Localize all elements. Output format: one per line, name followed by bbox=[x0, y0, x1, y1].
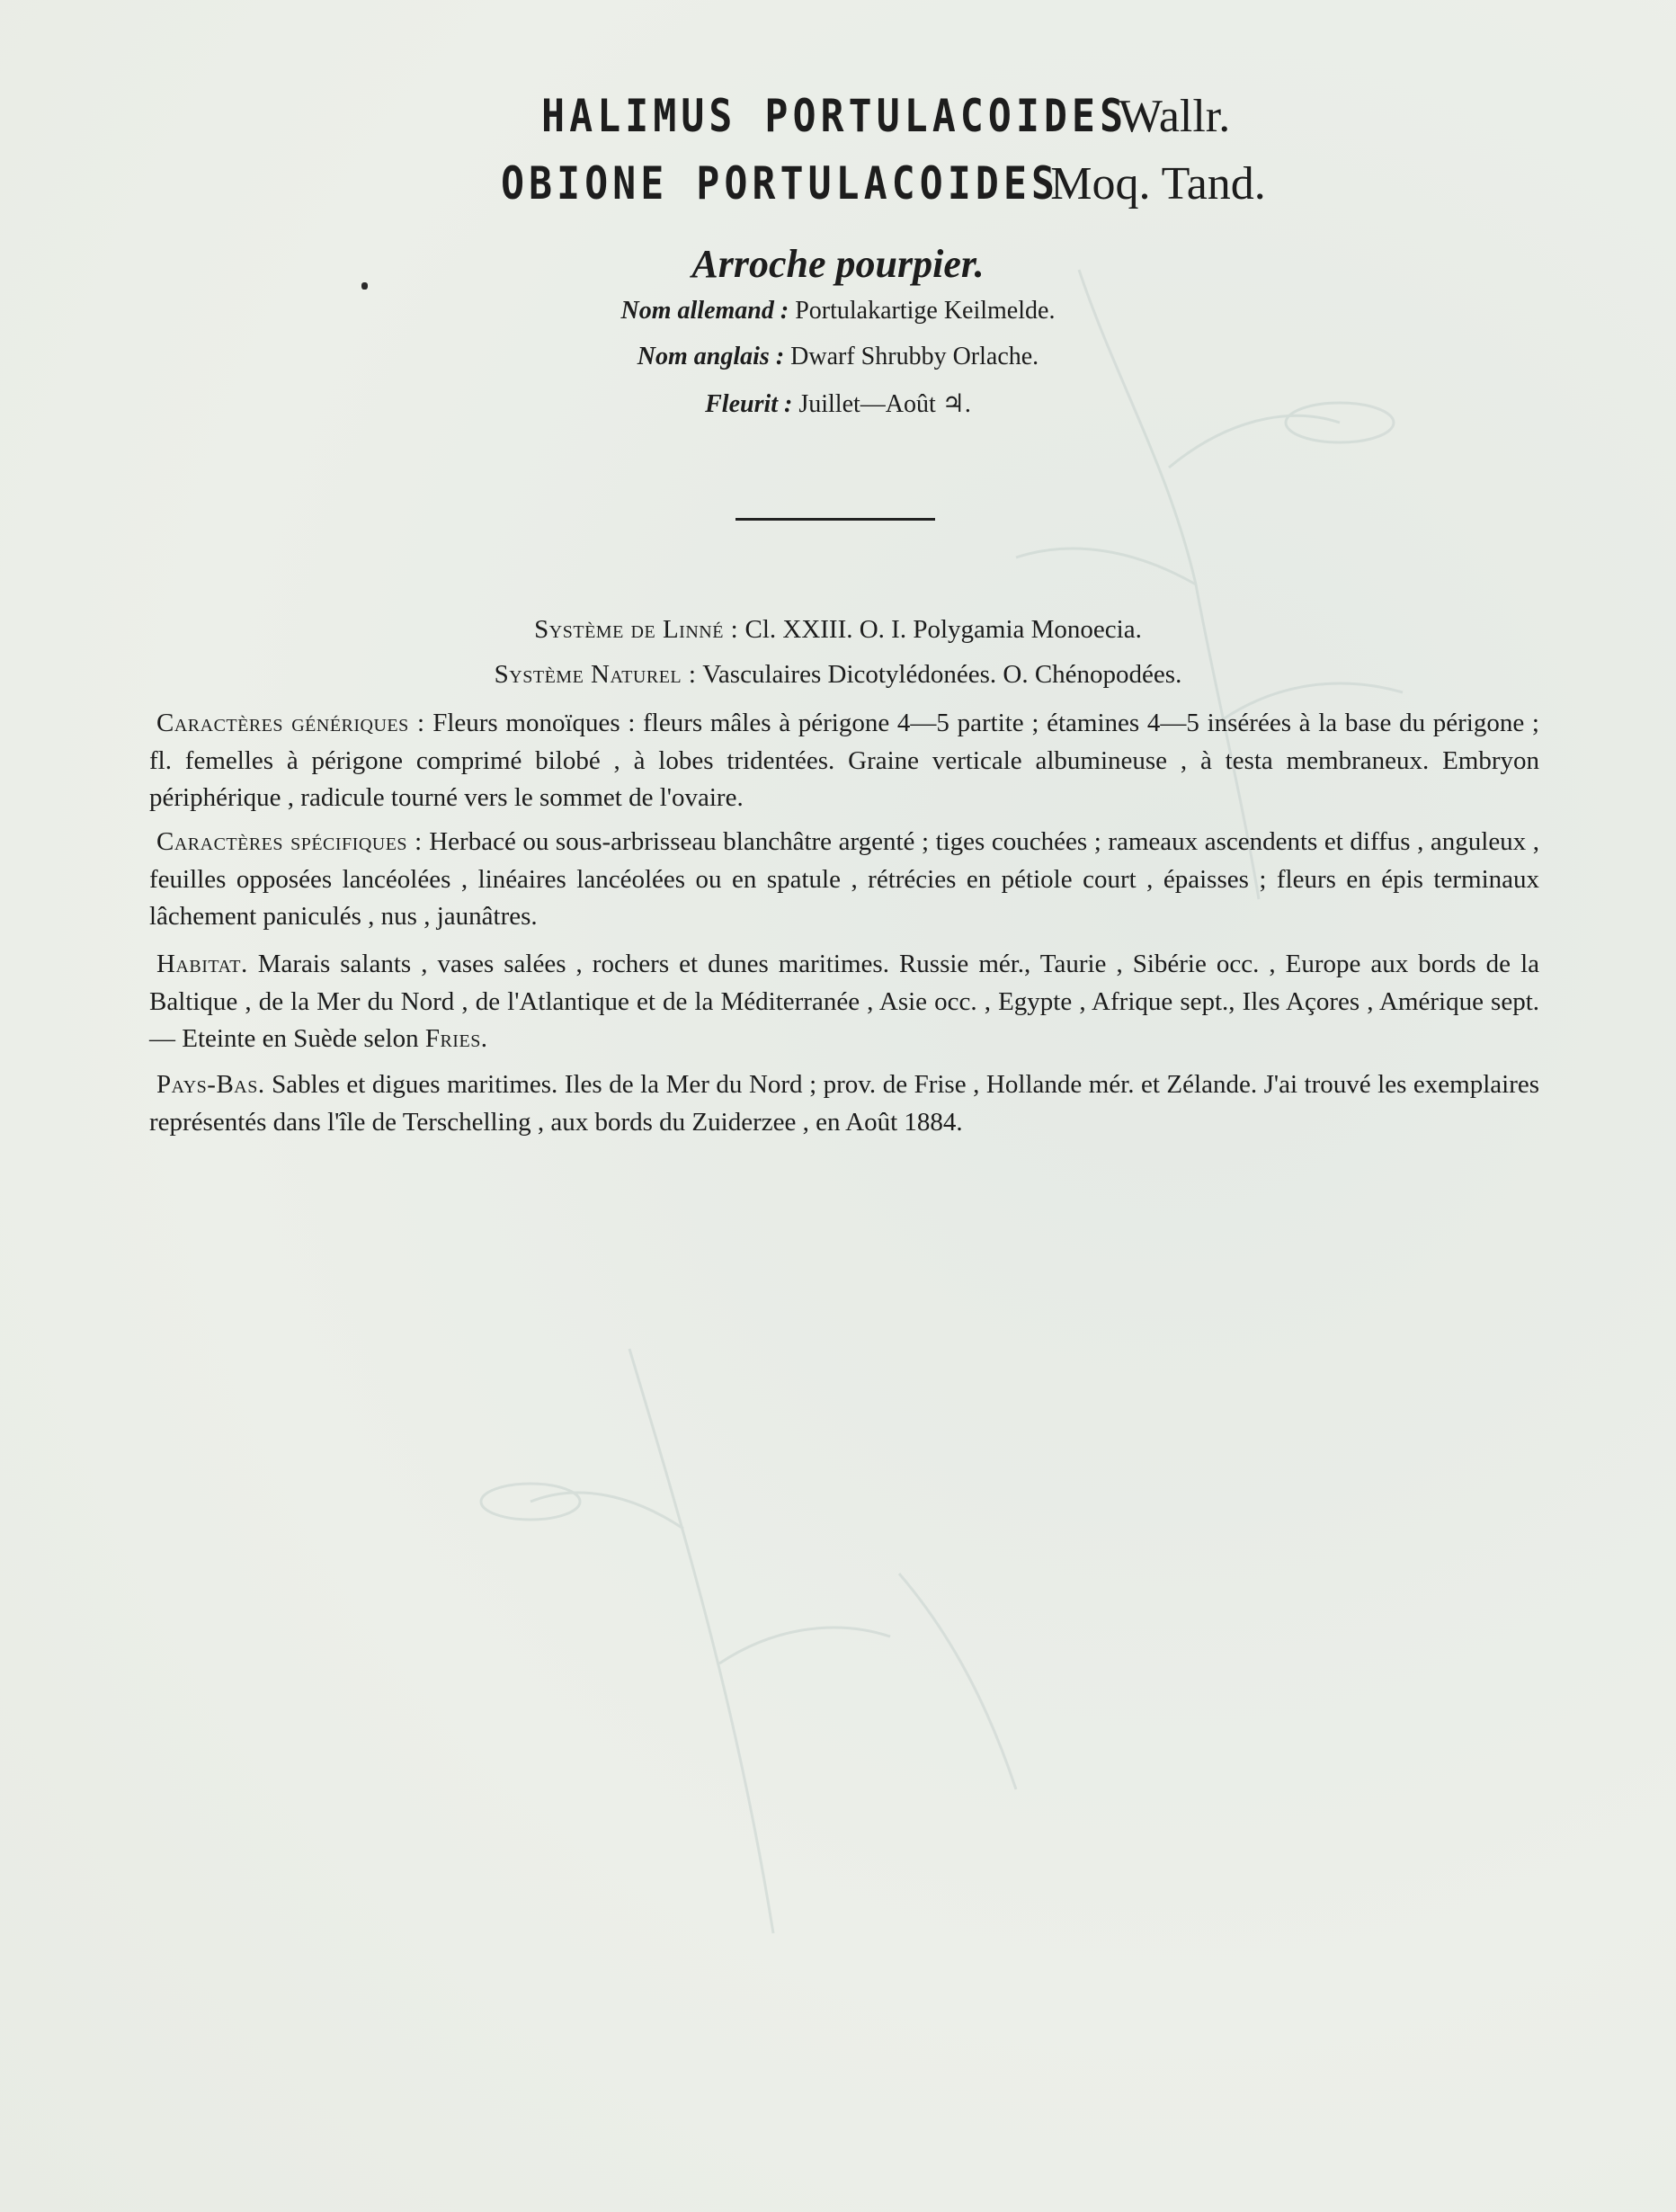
name-value: Juillet—Août ♃. bbox=[798, 390, 971, 418]
name-line bbox=[0, 388, 1676, 419]
paragraph-label: Caractères génériques : bbox=[156, 709, 425, 737]
name-value: Portulakartige Keilmelde. bbox=[795, 297, 1056, 325]
system-value: Vasculaires Dicotylédonées. O. Chénopodées. bbox=[702, 660, 1182, 689]
divider-rule bbox=[735, 518, 935, 521]
paragraph-generic-characters bbox=[149, 705, 1539, 817]
name-label: Fleurit : bbox=[705, 390, 793, 418]
paragraph-habitat bbox=[149, 946, 1539, 1058]
name-value: Dwarf Shrubby Orlache. bbox=[790, 343, 1039, 370]
paragraph-tail: Fries. bbox=[424, 1024, 488, 1053]
system-line bbox=[0, 660, 1676, 690]
paragraph-label: Habitat. bbox=[156, 950, 248, 978]
scientific-name-1: HALIMUS PORTULACOIDES bbox=[540, 90, 1128, 142]
scientific-name-2: OBIONE PORTULACOIDES bbox=[501, 157, 1060, 210]
system-line bbox=[0, 615, 1676, 645]
name-label: Nom allemand : bbox=[620, 297, 789, 325]
paragraph-netherlands bbox=[149, 1066, 1539, 1141]
vernacular-name: Arroche pourpier. bbox=[691, 242, 985, 286]
system-label: Système Naturel : bbox=[494, 660, 697, 689]
paragraph-text: Sables et digues maritimes. Iles de la Mer du Nord ; prov. de Frise , Hollande mér. et Zélande. J'ai trouvé les exemplaires représentés dans l'île de Terschelling , aux bords du Zuiderzee , en Août 1884. bbox=[149, 1070, 1540, 1137]
paragraph-text: Fleurs monoïques : fleurs mâles à périgone 4—5 partite ; étamines 4—5 insérées à la base du périgone ; fl. femelles à périgone comprimé bilobé , à lobes tridentées. Graine verticale albumineuse , à testa membraneux. Embryon périphérique , radicule tourné vers le sommet de l'ovaire. bbox=[149, 709, 1539, 812]
paragraph-text: Herbacé ou sous-arbrisseau blanchâtre argenté ; tiges couchées ; rameaux ascendents et diffus , anguleux , feuilles opposées lancéolées , linéaires lancéolées ou en spatule , rétrécies en pétiole court , épaisses ; fleurs en épis terminaux lâchement paniculés , nus , jaunâtres. bbox=[149, 827, 1539, 931]
name-label: Nom anglais : bbox=[637, 343, 785, 370]
system-label: Système de Linné : bbox=[534, 615, 739, 644]
ink-speck bbox=[361, 282, 368, 290]
author-1: Wallr. bbox=[1118, 91, 1231, 142]
system-value: Cl. XXIII. O. I. Polygamia Monoecia. bbox=[744, 615, 1142, 644]
author-2: Moq. Tand. bbox=[1050, 158, 1266, 210]
name-line bbox=[0, 343, 1676, 371]
name-line bbox=[0, 297, 1676, 326]
paragraph-specific-characters bbox=[149, 824, 1539, 936]
paragraph-label: Pays-Bas. bbox=[156, 1070, 265, 1099]
title-line-1 bbox=[0, 90, 1676, 143]
title-line-2 bbox=[0, 157, 1676, 210]
paragraph-text: Marais salants , vases salées , rochers et dunes maritimes. Russie mér., Taurie , Sibérie occ. , Europe aux bords de la Baltique , de la Mer du Nord , de l'Atlantique et de la Méditerranée , Asie occ. , Egypte , Afrique sept., Iles Açores , Amérique sept. — Eteinte en Suède selon bbox=[149, 950, 1539, 1053]
paragraph-label: Caractères spécifiques : bbox=[156, 827, 423, 856]
